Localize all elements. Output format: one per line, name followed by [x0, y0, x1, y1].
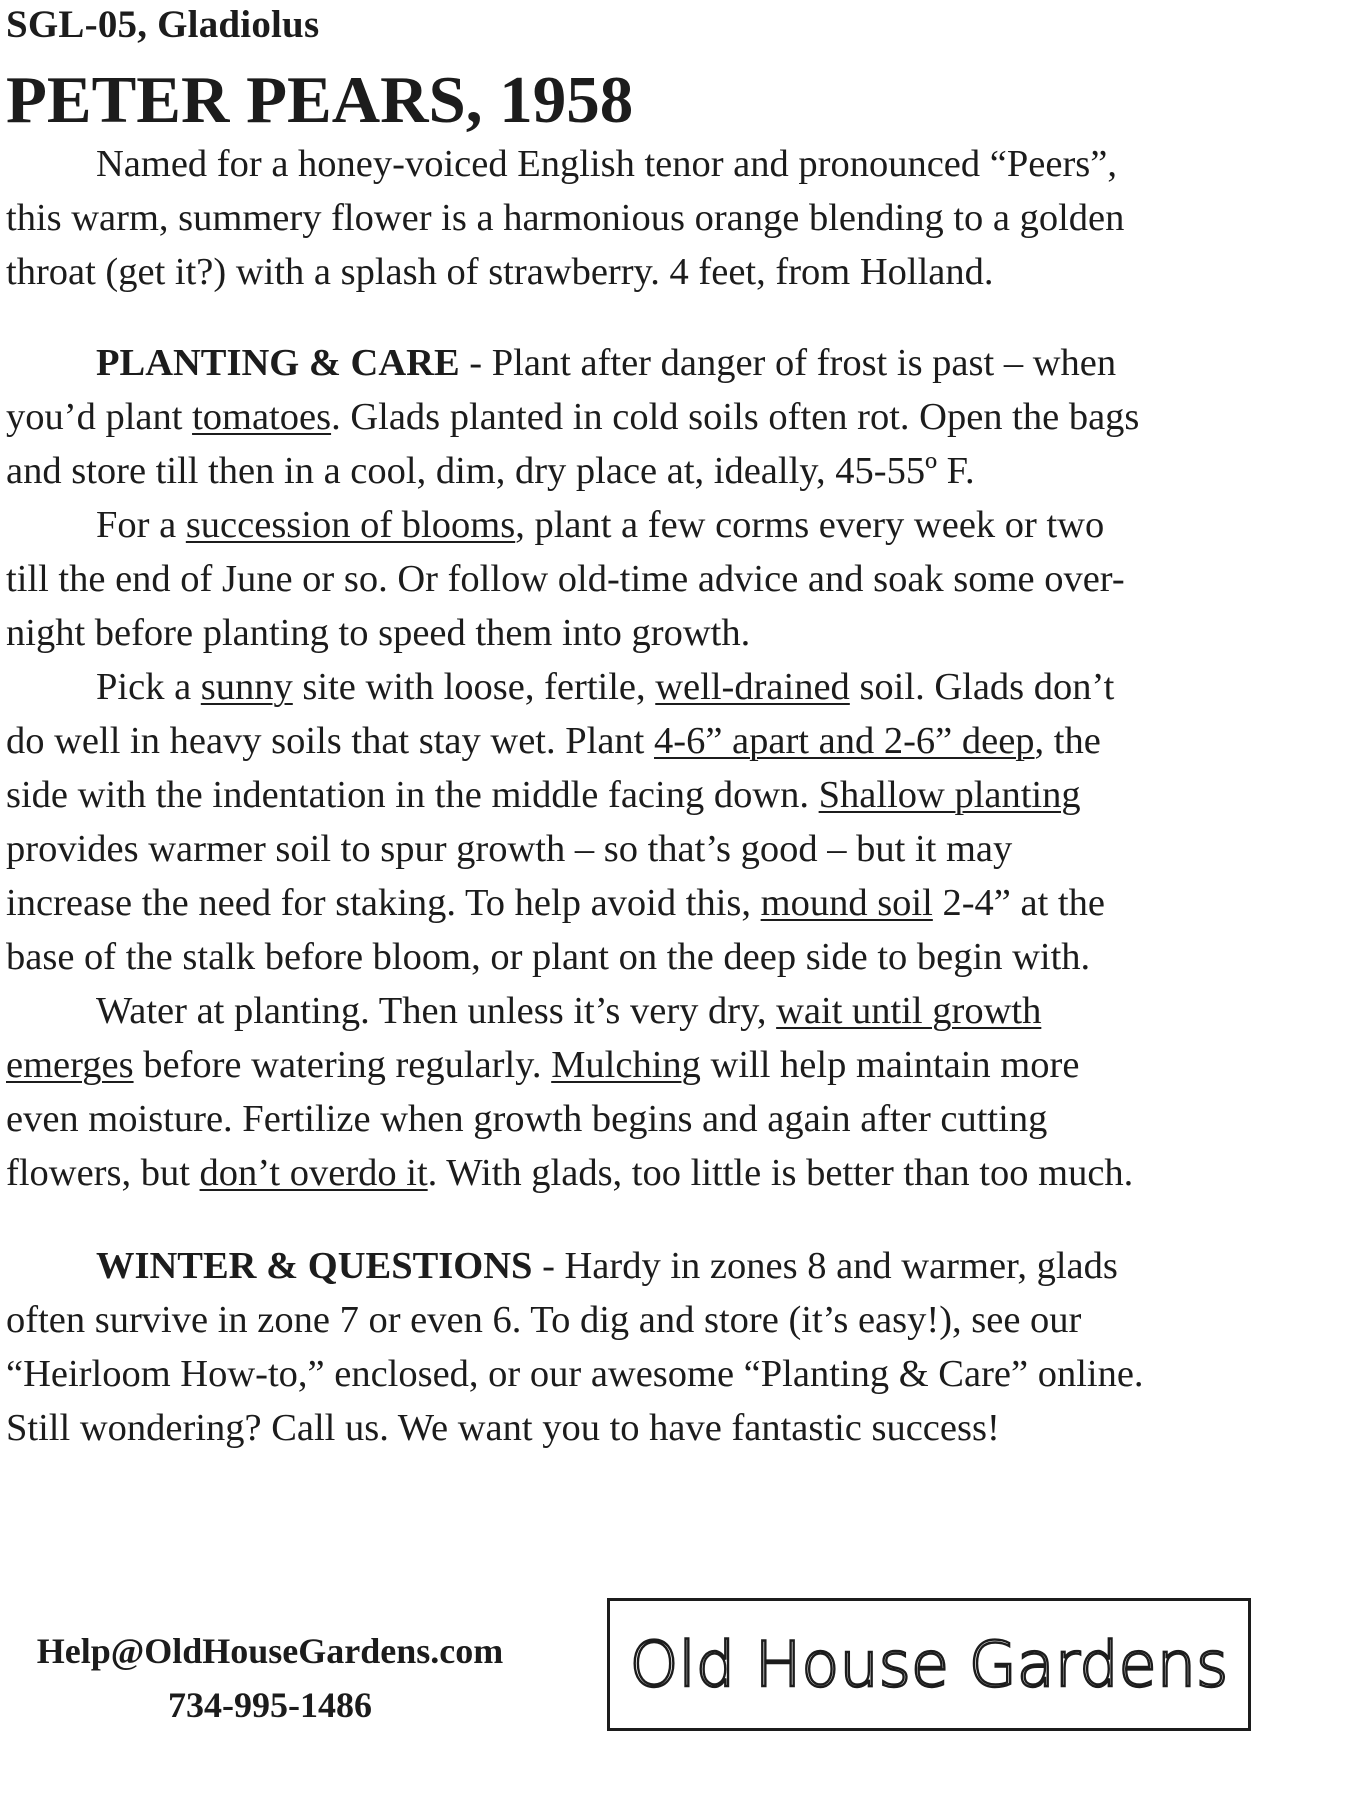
- winter-questions-section: [6, 1239, 1350, 1455]
- care-heading: PLANTING & CARE: [96, 342, 460, 384]
- winter-line: Still wondering? Call us. We want you to have fantastic success!: [6, 1407, 1000, 1449]
- underlined-term: Shallow planting: [818, 774, 1081, 816]
- care-line: you’d plant tomatoes. Glads planted in cold soils often rot. Open the bags: [6, 396, 1140, 438]
- brand-logo-mark: [619, 1610, 1239, 1720]
- care-line: base of the stalk before bloom, or plant on the deep side to begin with.: [6, 936, 1091, 978]
- intro-line: Named for a honey-voiced English tenor and pronounced “Peers”,: [96, 143, 1117, 185]
- winter-heading: WINTER & QUESTIONS: [96, 1245, 533, 1287]
- brand-logo: [607, 1598, 1251, 1731]
- underlined-term: emerges: [6, 1044, 134, 1086]
- underlined-term: 4-6” apart and 2-6” deep: [654, 720, 1035, 762]
- contact-phone: 734-995-1486: [168, 1685, 372, 1725]
- product-code: SGL-05, Gladiolus: [6, 3, 320, 46]
- winter-line: WINTER & QUESTIONS - Hardy in zones 8 and warmer, glads: [96, 1245, 1118, 1287]
- contact-block: [10, 1624, 530, 1732]
- care-line: even moisture. Fertilize when growth begins and again after cutting: [6, 1098, 1048, 1140]
- product-title: PETER PEARS, 1958: [6, 63, 634, 137]
- contact-email[interactable]: Help@OldHouseGardens.com: [36, 1631, 504, 1671]
- care-line: PLANTING & CARE - Plant after danger of frost is past – when: [96, 342, 1117, 384]
- care-line: emerges before watering regularly. Mulching will help maintain more: [6, 1044, 1080, 1086]
- care-line: night before planting to speed them into growth.: [6, 612, 751, 654]
- care-line: provides warmer soil to spur growth – so that’s good – but it may: [6, 828, 1013, 870]
- care-line: side with the indentation in the middle facing down. Shallow planting: [6, 774, 1081, 816]
- underlined-term: sunny: [200, 666, 293, 708]
- winter-line: often survive in zone 7 or even 6. To dig and store (it’s easy!), see our: [6, 1299, 1082, 1341]
- care-line: Water at planting. Then unless it’s very dry, wait until growth: [96, 990, 1042, 1032]
- care-line: increase the need for staking. To help avoid this, mound soil 2-4” at the: [6, 882, 1105, 924]
- care-line: For a succession of blooms, plant a few corms every week or two: [96, 504, 1105, 546]
- care-line: till the end of June or so. Or follow old-time advice and soak some over-: [6, 558, 1125, 600]
- underlined-term: don’t overdo it: [199, 1152, 428, 1194]
- underlined-term: succession of blooms: [185, 504, 516, 546]
- brand-logo-text: Old House Gardens: [629, 1627, 1229, 1701]
- care-line: do well in heavy soils that stay wet. Plant 4-6” apart and 2-6” deep, the: [6, 720, 1101, 762]
- underlined-term: tomatoes: [192, 396, 332, 438]
- intro-paragraph: [6, 137, 1350, 299]
- care-line: Pick a sunny site with loose, fertile, well-drained soil. Glads don’t: [96, 666, 1115, 708]
- care-line: flowers, but don’t overdo it. With glads, too little is better than too much.: [6, 1152, 1134, 1194]
- underlined-term: Mulching: [551, 1044, 701, 1086]
- care-line: and store till then in a cool, dim, dry place at, ideally, 45-55º F.: [6, 450, 975, 492]
- underlined-term: well-drained: [655, 666, 850, 708]
- underlined-term: mound soil: [760, 882, 933, 924]
- intro-line: throat (get it?) with a splash of strawberry. 4 feet, from Holland.: [6, 251, 994, 293]
- intro-line: this warm, summery flower is a harmonious orange blending to a golden: [6, 197, 1125, 239]
- planting-care-section: [6, 336, 1350, 1200]
- underlined-term: wait until growth: [776, 990, 1042, 1032]
- winter-line: “Heirloom How-to,” enclosed, or our awesome “Planting & Care” online.: [6, 1353, 1144, 1395]
